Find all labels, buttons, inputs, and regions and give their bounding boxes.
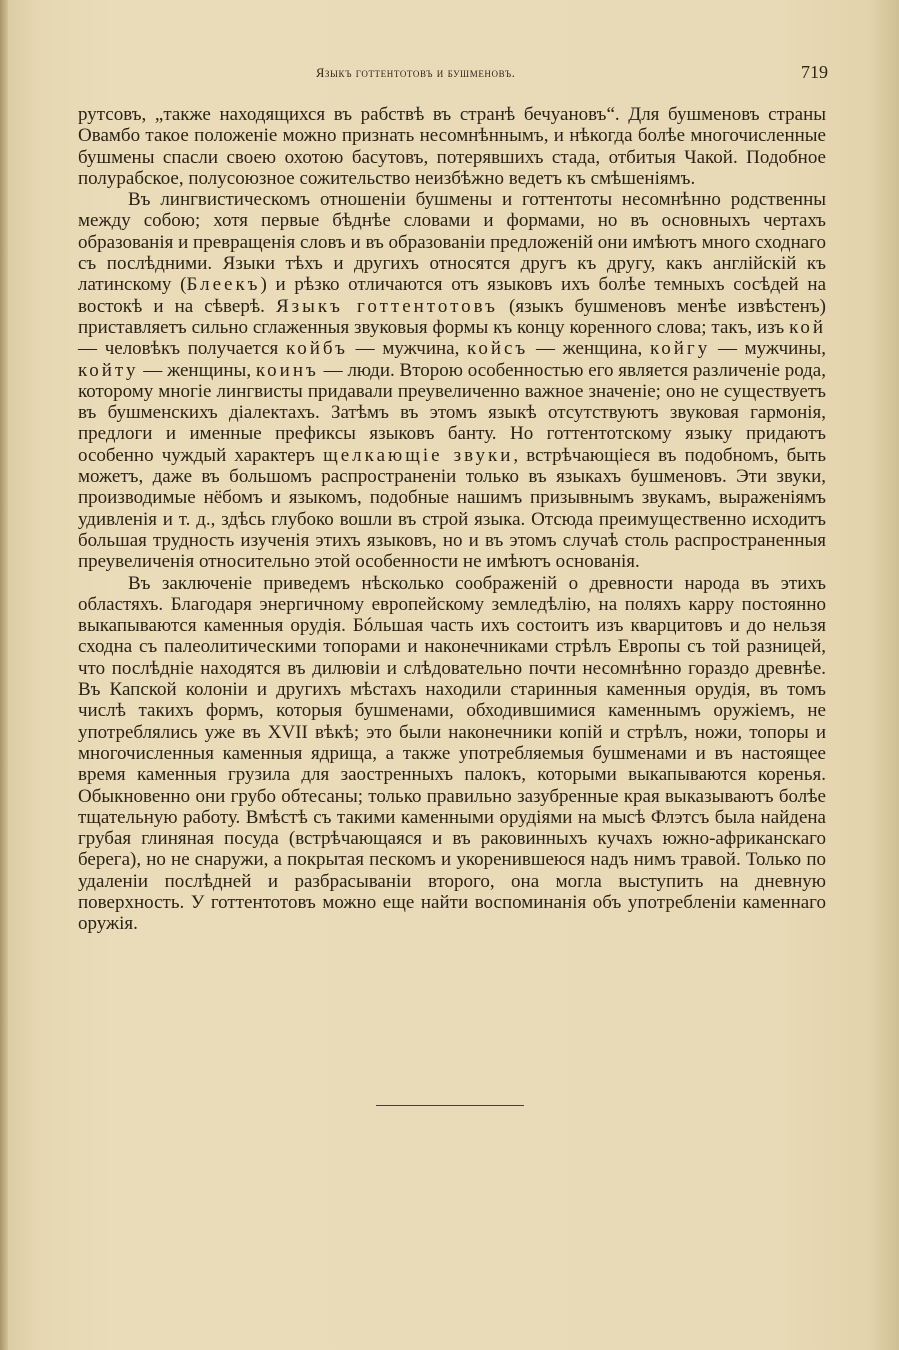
- spaced-term: койгу: [650, 338, 711, 360]
- body-text: [78, 104, 826, 935]
- spaced-term: коинъ: [255, 359, 319, 381]
- running-title: Языкъ готтентотовъ и бушменовъ.: [316, 66, 516, 80]
- paragraph-3: Въ заключеніе приведемъ нѣсколько соображеній о древности народа въ этихъ областяхъ. Благодаря энергичному европейскому земледѣлію, на поляхъ карру постоянно выкапываются каменныя орудія. Бóльшая часть ихъ состоитъ изъ кварцитовъ и до нельзя сходна съ палеолитическими топорами и наконечниками стрѣлъ Европы съ той разницей, что послѣдніе находятся въ дилювіи и слѣдовательно почти несомнѣнно гораздо древнѣе. Въ Капской колоніи и другихъ мѣстахъ находили старинныя каменныя орудія, въ томъ числѣ такихъ формъ, которыя бушменами, обходившимися каменнымъ оружіемъ, не употреблялись уже въ XVII вѣкѣ; это были наконечники копій и стрѣлъ, ножи, топоры и многочисленныя каменныя ядрища, а также употребляемыя бушменами и въ настоящее время каменныя грузила для заостренныхъ палокъ, которыми выкапываются коренья. Обыкновенно они грубо обтесаны; только правильно зазубренные края выказываютъ болѣе тщательную работу. Вмѣстѣ съ такими каменными орудіями на мысѣ Флэтсъ была найдена грубая глиняная посуда (встрѣчающаяся и въ раковинныхъ кучахъ южно-африканскаго берега), но не снаружи, а покрытая пескомъ и укоренившеюся надъ нимъ травой. Только по удаленіи послѣдней и разбрасываніи второго, она могла выступить на дневную поверхность. У готтентотовъ можно еще найти воспоминанія объ употребленіи каменнаго оружія.: [78, 572, 826, 935]
- spaced-term: Блеекъ: [186, 274, 261, 296]
- text-run: — женщина,: [528, 338, 650, 360]
- paragraph-2: [78, 189, 826, 572]
- text-run: , встрѣчающіеся въ подобномъ, быть можетъ, даже въ большомъ распространеніи только въ языкахъ бушменовъ. Эти звуки, производимые нёбомъ и языкомъ, подобные нашимъ призывнымъ звукамъ, выраженіямъ удивленія и т. д., здѣсь глубоко вошли въ строй языка. Отсюда преимущественно исходитъ большая трудность изученія этихъ языковъ, но и въ этомъ случаѣ столь распространенныя преувеличенія относительно этой особенности не имѣютъ основанія.: [78, 444, 826, 573]
- section-end-rule: [376, 1105, 524, 1106]
- page-edge-shadow: [0, 0, 8, 1350]
- paragraph-1: рутсовъ, „также находящихся въ рабствѣ въ странѣ бечуановъ“. Для бушменовъ страны Овамбо такое положеніе можно признать несомнѣннымъ, и нѣкогда болѣе многочисленные бушмены спасли своею охотою басутовъ, потерявшихъ стада, отбитыя Чакой. Подобное полурабское, полусоюзное сожительство неизбѣжно ведетъ къ смѣшеніямъ.: [78, 104, 826, 189]
- page-number: 719: [801, 62, 828, 82]
- spaced-term: койту: [78, 359, 139, 381]
- text-run: — мужчина,: [347, 338, 468, 360]
- spaced-term: койбъ: [285, 338, 348, 360]
- text-run: — люди. Второю особенностью его является различеніе рода, которому многіе лингвисты придавали преувеличенно важное значеніе; оно не существуетъ въ бушменскихъ діалектахъ. Затѣмъ въ этомъ языкѣ отсутствуютъ звуковая гармонія, предлоги и именные префиксы языковъ банту. Но готтентотскому языку придаютъ особенно чуждый характеръ: [78, 359, 826, 466]
- spaced-term: койсъ: [467, 338, 529, 360]
- text-run: ) и рѣзко отличаются отъ языковъ ихъ болѣе темныхъ сосѣдей на востокѣ и на сѣверѣ.: [78, 274, 826, 317]
- text-run: — человѣкъ получается: [78, 338, 286, 360]
- spaced-term: Языкъ готтентотовъ: [275, 295, 498, 317]
- text-run: Въ лингвистическомъ отношеніи бушмены и готтентоты несомнѣнно родственны между собою; хотя первые бѣднѣе словами и формами, но въ основныхъ чертахъ образованія и превращенія словъ и въ образованіи предложеній они имѣютъ много сходнаго съ послѣдними. Языки тѣхъ и другихъ относятся другъ къ другу, какъ англійскій къ латинскому (: [78, 189, 826, 296]
- text-run: — женщины,: [138, 359, 256, 381]
- spaced-term: щелкающіе звуки: [323, 444, 514, 466]
- page-header: [78, 62, 828, 86]
- text-run: — мужчины,: [710, 338, 826, 360]
- text-run: (языкъ бушменовъ менѣе извѣстенъ) приставляетъ сильно сглаженныя звуковыя формы къ концу коренного слова; такъ, изъ: [78, 295, 826, 338]
- spaced-term: кой: [789, 316, 826, 338]
